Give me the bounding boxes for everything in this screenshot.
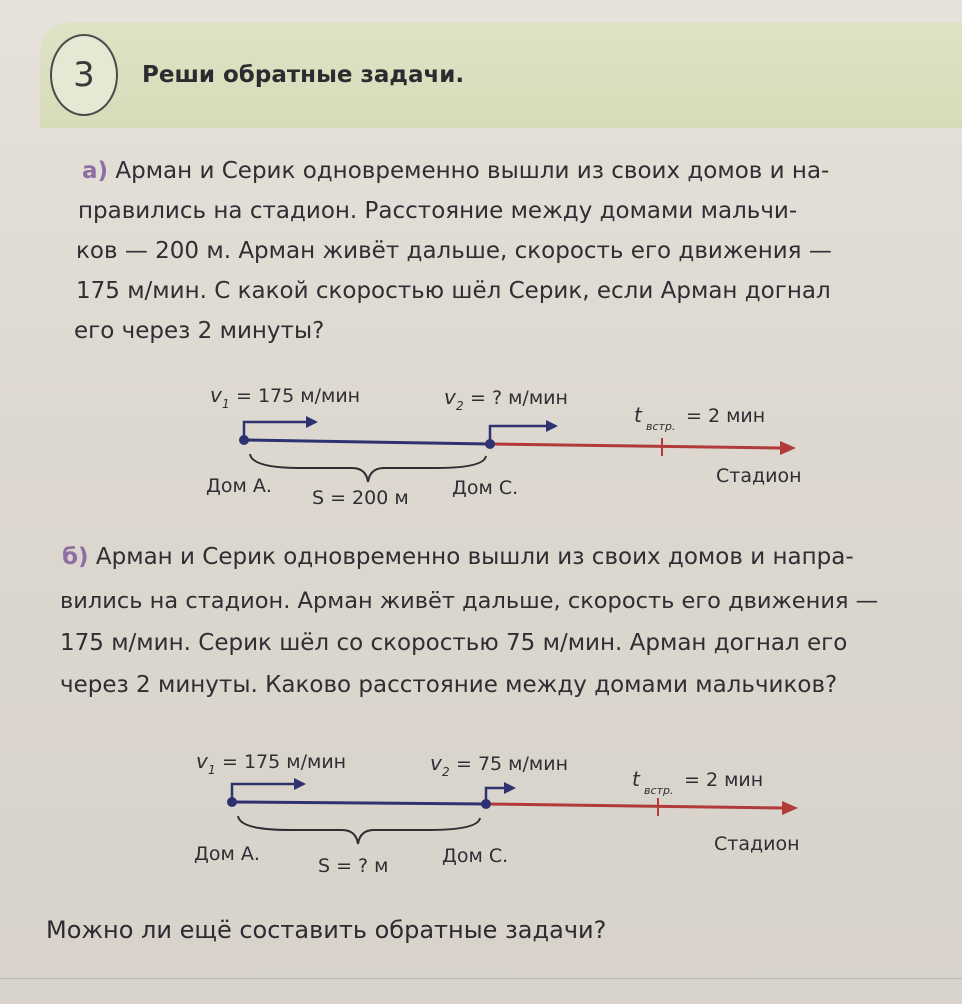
diagram-b-v1-arrow bbox=[232, 784, 300, 802]
part-a-line-2: правились на стадион. Расстояние между домами мальчи- bbox=[78, 198, 798, 224]
diagram-a-distance-label: S = 200 м bbox=[312, 487, 409, 509]
diagram-a-v1-value: = 175 м/мин bbox=[236, 385, 361, 407]
diagram-a-t-value: = 2 мин bbox=[686, 405, 766, 427]
diagram-b-navy-segment bbox=[232, 802, 486, 804]
diagram-a-house-a-label: Дом А. bbox=[206, 475, 272, 497]
diagram-b-stadium-arrowhead bbox=[782, 801, 798, 815]
diagram-b-v2-sub: 2 bbox=[442, 765, 450, 779]
task-number-badge bbox=[50, 34, 118, 116]
diagram-b-distance-label: S = ? м bbox=[318, 855, 389, 877]
part-a-line-1-text: Арман и Серик одновременно вышли из своих домов и на- bbox=[115, 158, 830, 184]
diagram-b bbox=[0, 740, 962, 890]
part-a-label: а) bbox=[82, 158, 109, 184]
part-b-line-1-text: Арман и Серик одновременно вышли из своих домов и напра- bbox=[95, 544, 854, 570]
part-b-line-1 bbox=[62, 546, 854, 569]
diagram-a-v2-value: = ? м/мин bbox=[470, 387, 568, 409]
diagram-a-house-c-dot bbox=[485, 439, 495, 449]
part-b-line-3: 175 м/мин. Серик шёл со скоростью 75 м/мин. Арман догнал его bbox=[60, 630, 848, 656]
part-a-line-5: его через 2 минуты? bbox=[74, 318, 325, 344]
diagram-b-v1-sub: 1 bbox=[208, 763, 216, 777]
diagram-b-house-c-label: Дом С. bbox=[442, 845, 509, 867]
diagram-a-v2-arrowhead bbox=[546, 420, 558, 432]
part-a-line-1 bbox=[82, 160, 829, 183]
diagram-a-t-var: t bbox=[634, 403, 642, 427]
diagram-a-distance-brace bbox=[250, 454, 486, 482]
diagram-b-house-c-dot bbox=[481, 799, 491, 809]
diagram-b-house-a-dot bbox=[227, 797, 237, 807]
diagram-a-v1-arrowhead bbox=[306, 416, 318, 428]
diagram-a-stadium-label: Стадион bbox=[716, 465, 802, 487]
task-title: Реши обратные задачи. bbox=[142, 62, 465, 88]
diagram-b-v2-arrowhead bbox=[504, 782, 516, 794]
diagram-a-house-a-dot bbox=[239, 435, 249, 445]
diagram-b-t-sub: встр. bbox=[644, 784, 674, 797]
part-b-line-4: через 2 минуты. Каково расстояние между домами мальчиков? bbox=[60, 672, 838, 698]
diagram-a-house-c-label: Дом С. bbox=[452, 477, 519, 499]
part-a-line-3: ков — 200 м. Арман живёт дальше, скорость его движения — bbox=[76, 238, 832, 264]
diagram-b-house-a-label: Дом А. bbox=[194, 843, 260, 865]
diagram-a-red-segment bbox=[490, 444, 782, 448]
task-number: 3 bbox=[73, 55, 95, 95]
diagram-b-v2-var: v bbox=[430, 751, 442, 775]
diagram-b-t-var: t bbox=[632, 767, 640, 791]
diagram-b-v1-value: = 175 м/мин bbox=[222, 751, 347, 773]
diagram-a-t-sub: встр. bbox=[646, 420, 676, 433]
diagram-a-v2-var: v bbox=[444, 385, 456, 409]
diagram-a-v2-sub: 2 bbox=[456, 399, 464, 413]
diagram-b-v1-arrowhead bbox=[294, 778, 306, 790]
diagram-b-stadium-label: Стадион bbox=[714, 833, 800, 855]
closing-question: Можно ли ещё составить обратные задачи? bbox=[46, 916, 607, 944]
bottom-divider bbox=[0, 978, 962, 979]
diagram-a-v1-arrow bbox=[244, 422, 312, 440]
diagram-a-stadium-arrowhead bbox=[780, 441, 796, 455]
diagram-b-v2-value: = 75 м/мин bbox=[456, 753, 569, 775]
diagram-a-navy-segment bbox=[244, 440, 490, 444]
part-b-line-2: вились на стадион. Арман живёт дальше, скорость его движения — bbox=[60, 588, 879, 614]
diagram-b-v1-var: v bbox=[196, 749, 208, 773]
diagram-a-v1-var: v bbox=[210, 383, 222, 407]
part-a-line-4: 175 м/мин. С какой скоростью шёл Серик, если Арман догнал bbox=[76, 278, 831, 304]
diagram-b-t-value: = 2 мин bbox=[684, 769, 764, 791]
diagram-a bbox=[0, 370, 962, 520]
part-b-label: б) bbox=[62, 544, 89, 570]
diagram-a-v2-arrow bbox=[490, 426, 552, 442]
diagram-b-distance-brace bbox=[238, 816, 480, 844]
diagram-b-red-segment bbox=[486, 804, 784, 808]
diagram-a-v1-sub: 1 bbox=[222, 397, 230, 411]
